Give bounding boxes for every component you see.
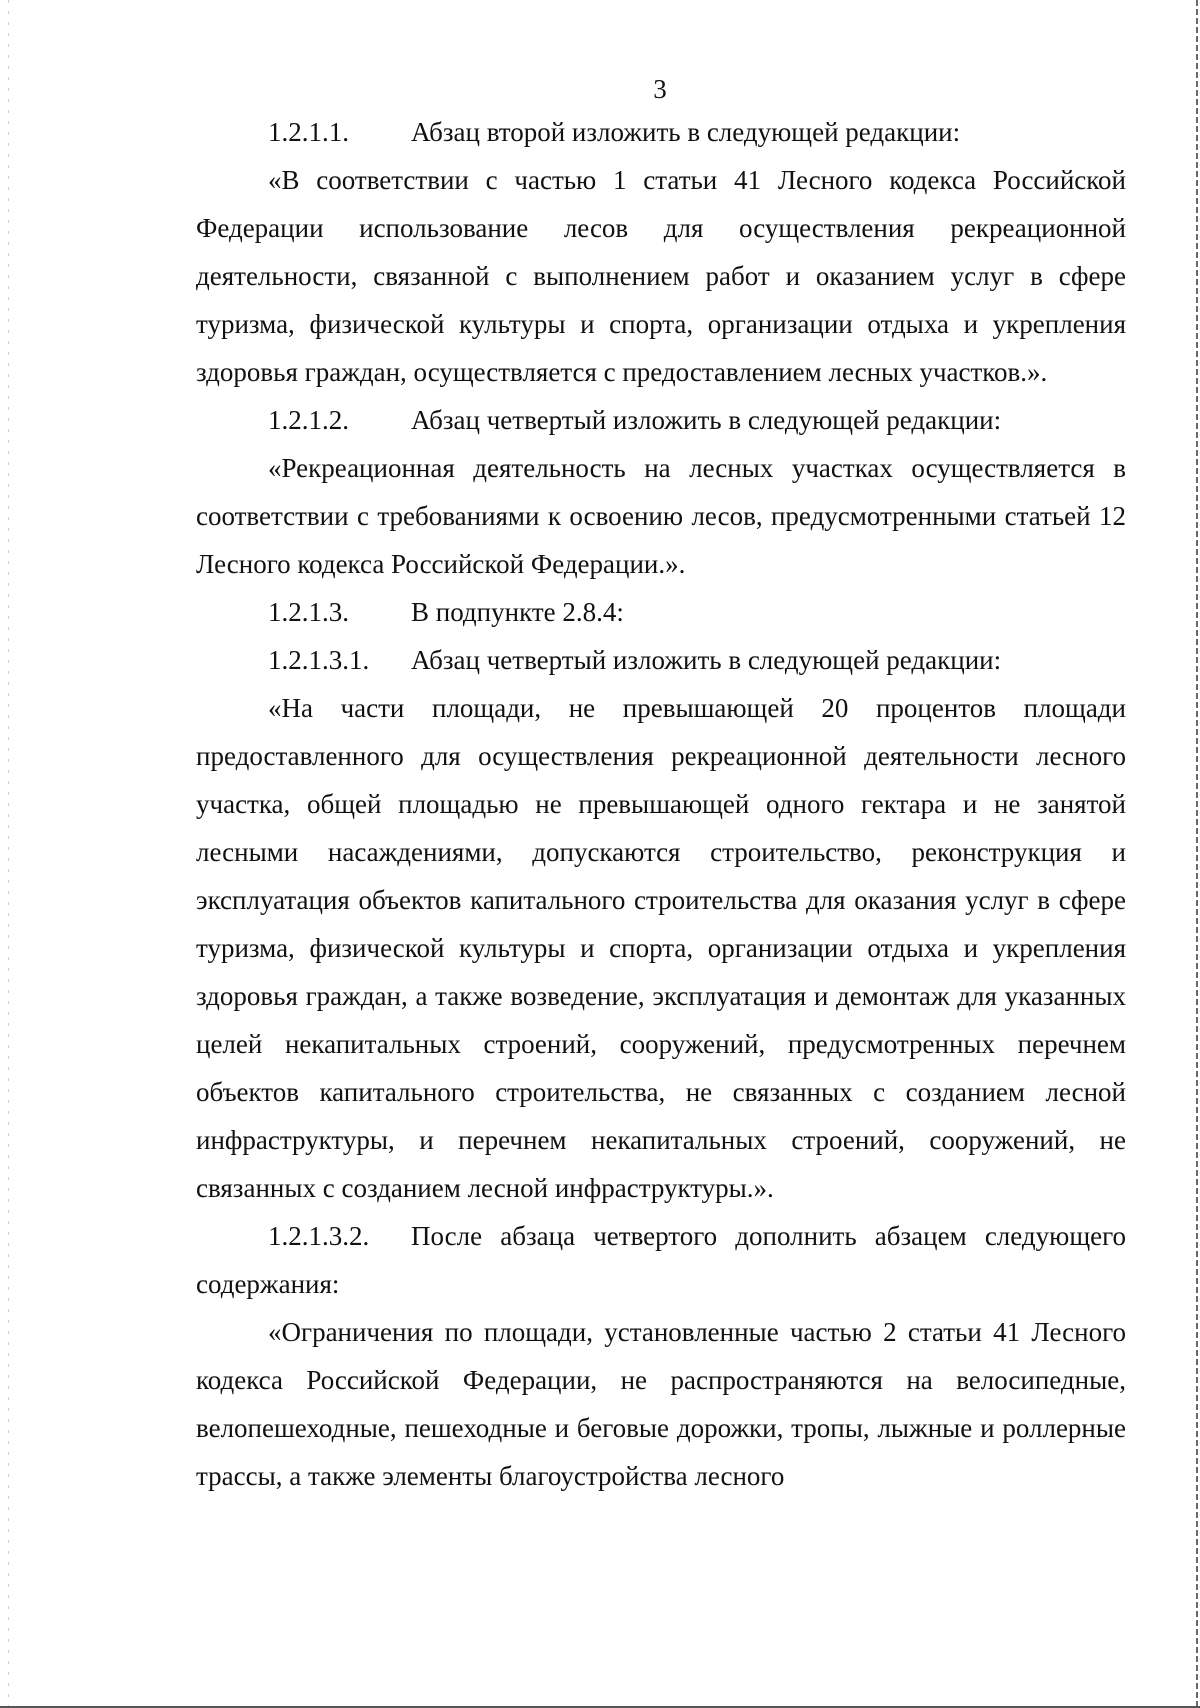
document-body [196, 70, 1126, 1500]
item-number: 1.2.1.3.2. [268, 1221, 370, 1251]
item-text: Абзац четвертый изложить в следующей редакции: [411, 645, 1002, 675]
amendment-item-1-2-1-3-1 [196, 636, 1126, 684]
item-number: 1.2.1.3.1. [268, 645, 370, 675]
item-number: 1.2.1.3. [268, 597, 349, 627]
quoted-paragraph: «Рекреационная деятельность на лесных участках осуществляется в соответствии с требованиями к освоению лесов, предусмотренными статьей 12 Лесного кодекса Российской Федерации.». [196, 453, 1126, 579]
amendment-item-1-2-1-3 [196, 588, 1126, 636]
amendment-item-1-2-1-1 [196, 108, 1126, 156]
item-number: 1.2.1.1. [268, 117, 349, 147]
item-text: Абзац четвертый изложить в следующей редакции: [411, 405, 1002, 435]
scan-edge-right [1196, 0, 1198, 1708]
page-number: 3 [653, 74, 667, 104]
item-text: В подпункте 2.8.4: [411, 597, 624, 627]
quoted-paragraph: «Ограничения по площади, установленные частью 2 статьи 41 Лесного кодекса Российской Федерации, не распространяются на велосипедные, велопешеходные, пешеходные и беговые дорожки, тропы, лыжные и роллерные трассы, а также элементы благоустройства лесного [196, 1317, 1126, 1491]
item-number: 1.2.1.2. [268, 405, 349, 435]
quoted-paragraph: «В соответствии с частью 1 статьи 41 Лесного кодекса Российской Федерации использование лесов для осуществления рекреационной деятельности, связанной с выполнением работ и оказанием услуг в сфере туризма, физической культуры и спорта, организации отдыха и укрепления здоровья граждан, осуществляется с предоставлением лесных участков.». [196, 165, 1126, 387]
quoted-paragraph: «На части площади, не превышающей 20 процентов площади предоставленного для осуществления рекреационной деятельности лесного участка, общей площадью не превышающей одного гектара и не занятой лесными насаждениями, допускаются строительство, реконструкция и эксплуатация объектов капитального строительства для оказания услуг в сфере туризма, физической культуры и спорта, организации отдыха и укрепления здоровья граждан, а также возведение, эксплуатация и демонтаж для указанных целей некапитальных строений, сооружений, предусмотренных перечнем объектов капитального строительства, не связанных с созданием лесной инфраструктуры, и перечнем некапитальных строений, сооружений, не связанных с созданием лесной инфраструктуры.». [196, 693, 1126, 1203]
item-text: После абзаца четвертого дополнить абзацем следующего содержания: [196, 1221, 1126, 1299]
item-text: Абзац второй изложить в следующей редакции: [411, 117, 961, 147]
scan-edge-left [8, 0, 9, 1708]
amendment-item-1-2-1-3-2 [196, 1212, 1126, 1308]
amendment-item-1-2-1-2 [196, 396, 1126, 444]
